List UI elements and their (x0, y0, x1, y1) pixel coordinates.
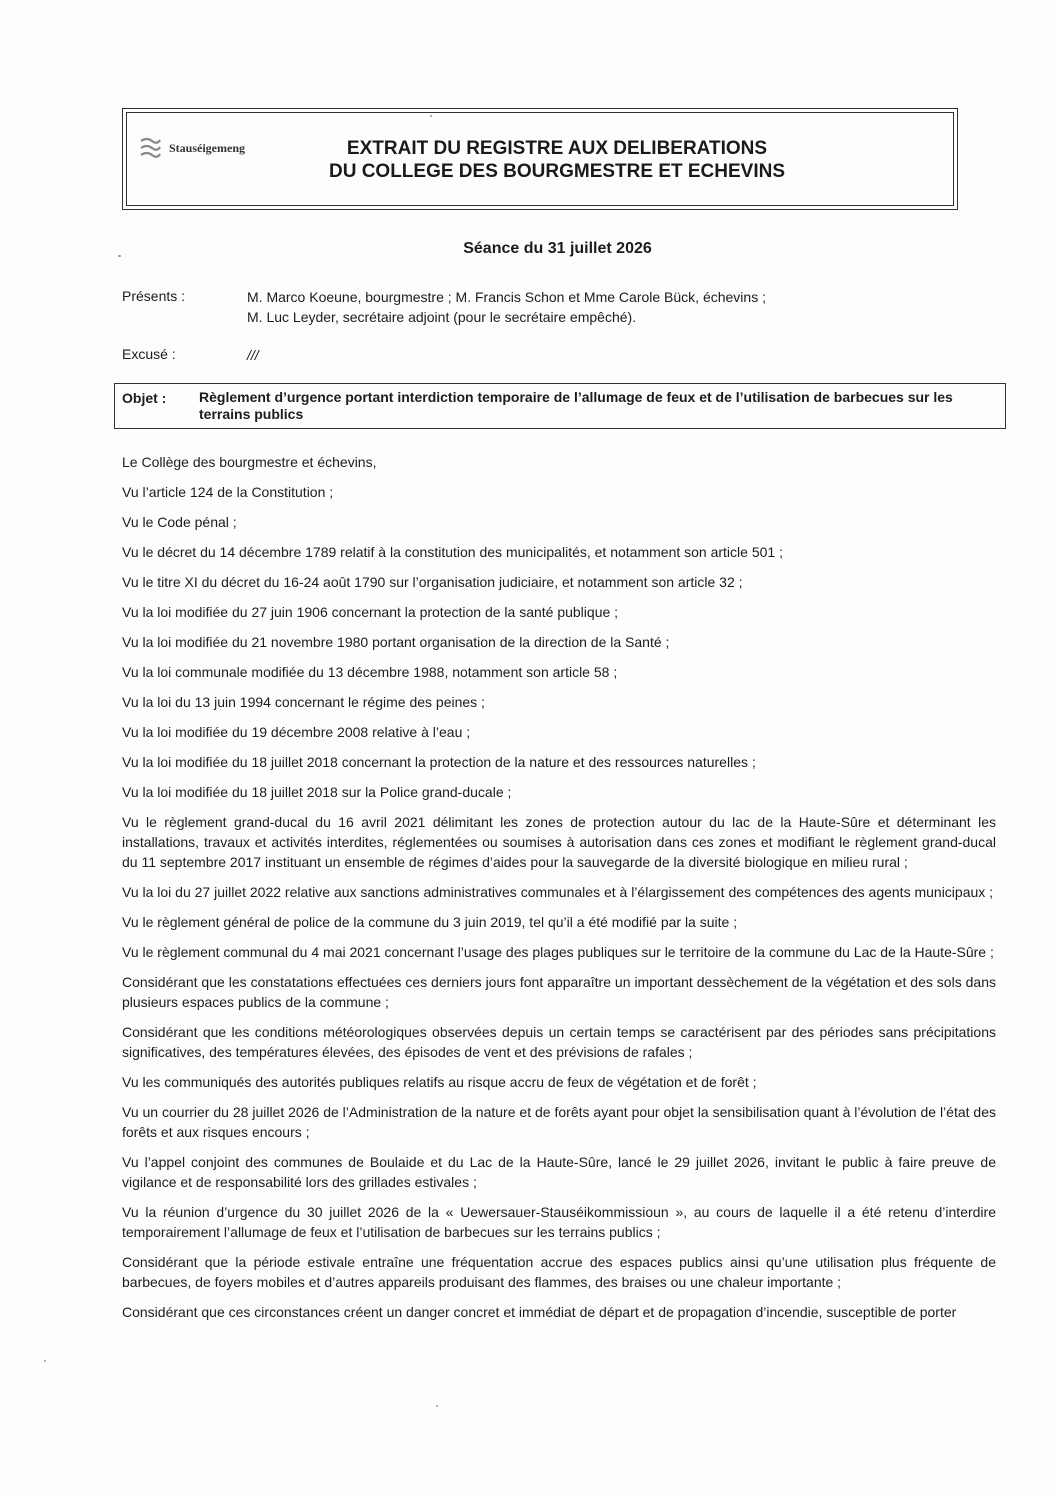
excuse-label: Excusé : (122, 346, 176, 362)
paragraph: Vu la loi modifiée du 18 juillet 2018 concernant la protection de la nature et des ressources naturelles ; (122, 754, 756, 770)
paragraph: Le Collège des bourgmestre et échevins, (122, 454, 377, 470)
wave-logo-icon (139, 135, 161, 161)
paragraph: Vu le titre XI du décret du 16-24 août 1790 sur l’organisation judiciaire, et notamment son article 32 ; (122, 574, 743, 590)
paragraph: Vu la loi modifiée du 18 juillet 2018 sur la Police grand-ducale ; (122, 784, 512, 800)
paragraph: Considérant que la période estivale entraîne une fréquentation accrue des espaces publics ainsi qu’une utilisation plus fréquente de barbecues, de foyers mobiles et d’autres appareils produisant des flammes, des braises ou une chaleur importante ; (122, 1254, 996, 1290)
document-title (277, 137, 837, 183)
paragraph: Vu la loi communale modifiée du 13 décembre 1988, notamment son article 58 ; (122, 664, 618, 680)
paragraph: Considérant que les conditions météorologiques observées depuis un certain temps se caractérisent par des périodes sans précipitations significatives, des températures élevées, des épisodes de vent et des prévisions de rafales ; (122, 1024, 996, 1060)
header-box (122, 108, 958, 210)
paragraph: Vu la réunion d’urgence du 30 juillet 2026 de la « Uewersauer-Stauséikommissioun », au cours de laquelle il a été retenu d’interdire temporairement l’allumage de feux et l’utilisation de barbecues sur les terrains publics ; (122, 1204, 996, 1240)
paragraph: Vu la loi modifiée du 21 novembre 1980 portant organisation de la direction de la Santé ; (122, 634, 670, 650)
document-body (122, 452, 996, 1332)
paragraph: Vu la loi modifiée du 19 décembre 2008 relative à l’eau ; (122, 724, 471, 740)
scan-speck (436, 1405, 438, 1407)
paragraph: Vu le décret du 14 décembre 1789 relatif à la constitution des municipalités, et notamment son article 501 ; (122, 544, 783, 560)
paragraph: Vu l’appel conjoint des communes de Boulaide et du Lac de la Haute-Sûre, lancé le 29 juillet 2026, invitant le public à faire preuve de vigilance et de responsabilité lors des grillades estivales ; (122, 1154, 996, 1190)
paragraph: Considérant que ces circonstances créent un danger concret et immédiat de départ et de propagation d’incendie, susceptible de porter (122, 1304, 957, 1320)
paragraph: Vu le règlement grand-ducal du 16 avril 2021 délimitant les zones de protection autour du lac de la Haute-Sûre et déterminant les installations, travaux et activités interdites, réglementées ou soumises à autorisation dans ces zones et modifiant le règlement grand-ducal du 11 septembre 2017 instituant un ensemble de régimes d’aides pour la sauvegarde de la diversité biologique en milieu rural ; (122, 814, 996, 870)
paragraph: Vu la loi du 13 juin 1994 concernant le régime des peines ; (122, 694, 485, 710)
paragraph: Vu le règlement communal du 4 mai 2021 concernant l’usage des plages publiques sur le territoire de la commune du Lac de la Haute-Sûre ; (122, 944, 994, 960)
paragraph: Vu un courrier du 28 juillet 2026 de l’Administration de la nature et de forêts ayant pour objet la sensibilisation quant à l’évolution de l’état des forêts et aux risques encours ; (122, 1104, 996, 1140)
excuse-value: /// (247, 347, 259, 363)
paragraph: Vu la loi du 27 juillet 2022 relative aux sanctions administratives communales et à l’élargissement des compétences des agents municipaux ; (122, 884, 994, 900)
presents-label: Présents : (122, 288, 186, 304)
objet-label: Objet : (122, 390, 167, 406)
presents-line-1: M. Marco Koeune, bourgmestre ; M. Francis Schon et Mme Carole Bück, échevins ; (247, 289, 766, 305)
scan-speck (44, 1360, 46, 1362)
paragraph: Vu le règlement général de police de la commune du 3 juin 2019, tel qu’il a été modifié par la suite ; (122, 914, 738, 930)
paragraph: Vu les communiqués des autorités publiques relatifs au risque accru de feux de végétation et de forêt ; (122, 1074, 757, 1090)
title-line-2: DU COLLEGE DES BOURGMESTRE ET ECHEVINS (328, 161, 786, 182)
objet-text: Règlement d’urgence portant interdiction temporaire de l’allumage de feux et de l’utilisation de barbecues sur les terrains publics (199, 389, 953, 422)
presents-line-2: M. Luc Leyder, secrétaire adjoint (pour le secrétaire empêché). (247, 309, 637, 325)
commune-logo (139, 135, 245, 161)
paragraph: Considérant que les constatations effectuées ces derniers jours font apparaître un important dessèchement de la végétation et des sols dans plusieurs espaces publics de la commune ; (122, 974, 996, 1010)
objet-box (114, 383, 1006, 429)
paragraph: Vu la loi modifiée du 27 juin 1906 concernant la protection de la santé publique ; (122, 604, 619, 620)
paragraph: Vu l’article 124 de la Constitution ; (122, 484, 334, 500)
header-inner-frame (126, 112, 954, 206)
seance-date: Séance du 31 juillet 2026 (463, 240, 652, 257)
logo-text: Stauséigemeng (169, 140, 245, 155)
paragraph: Vu le Code pénal ; (122, 514, 237, 530)
title-line-1: EXTRAIT DU REGISTRE AUX DELIBERATIONS (346, 138, 768, 159)
presents-list (247, 287, 766, 327)
